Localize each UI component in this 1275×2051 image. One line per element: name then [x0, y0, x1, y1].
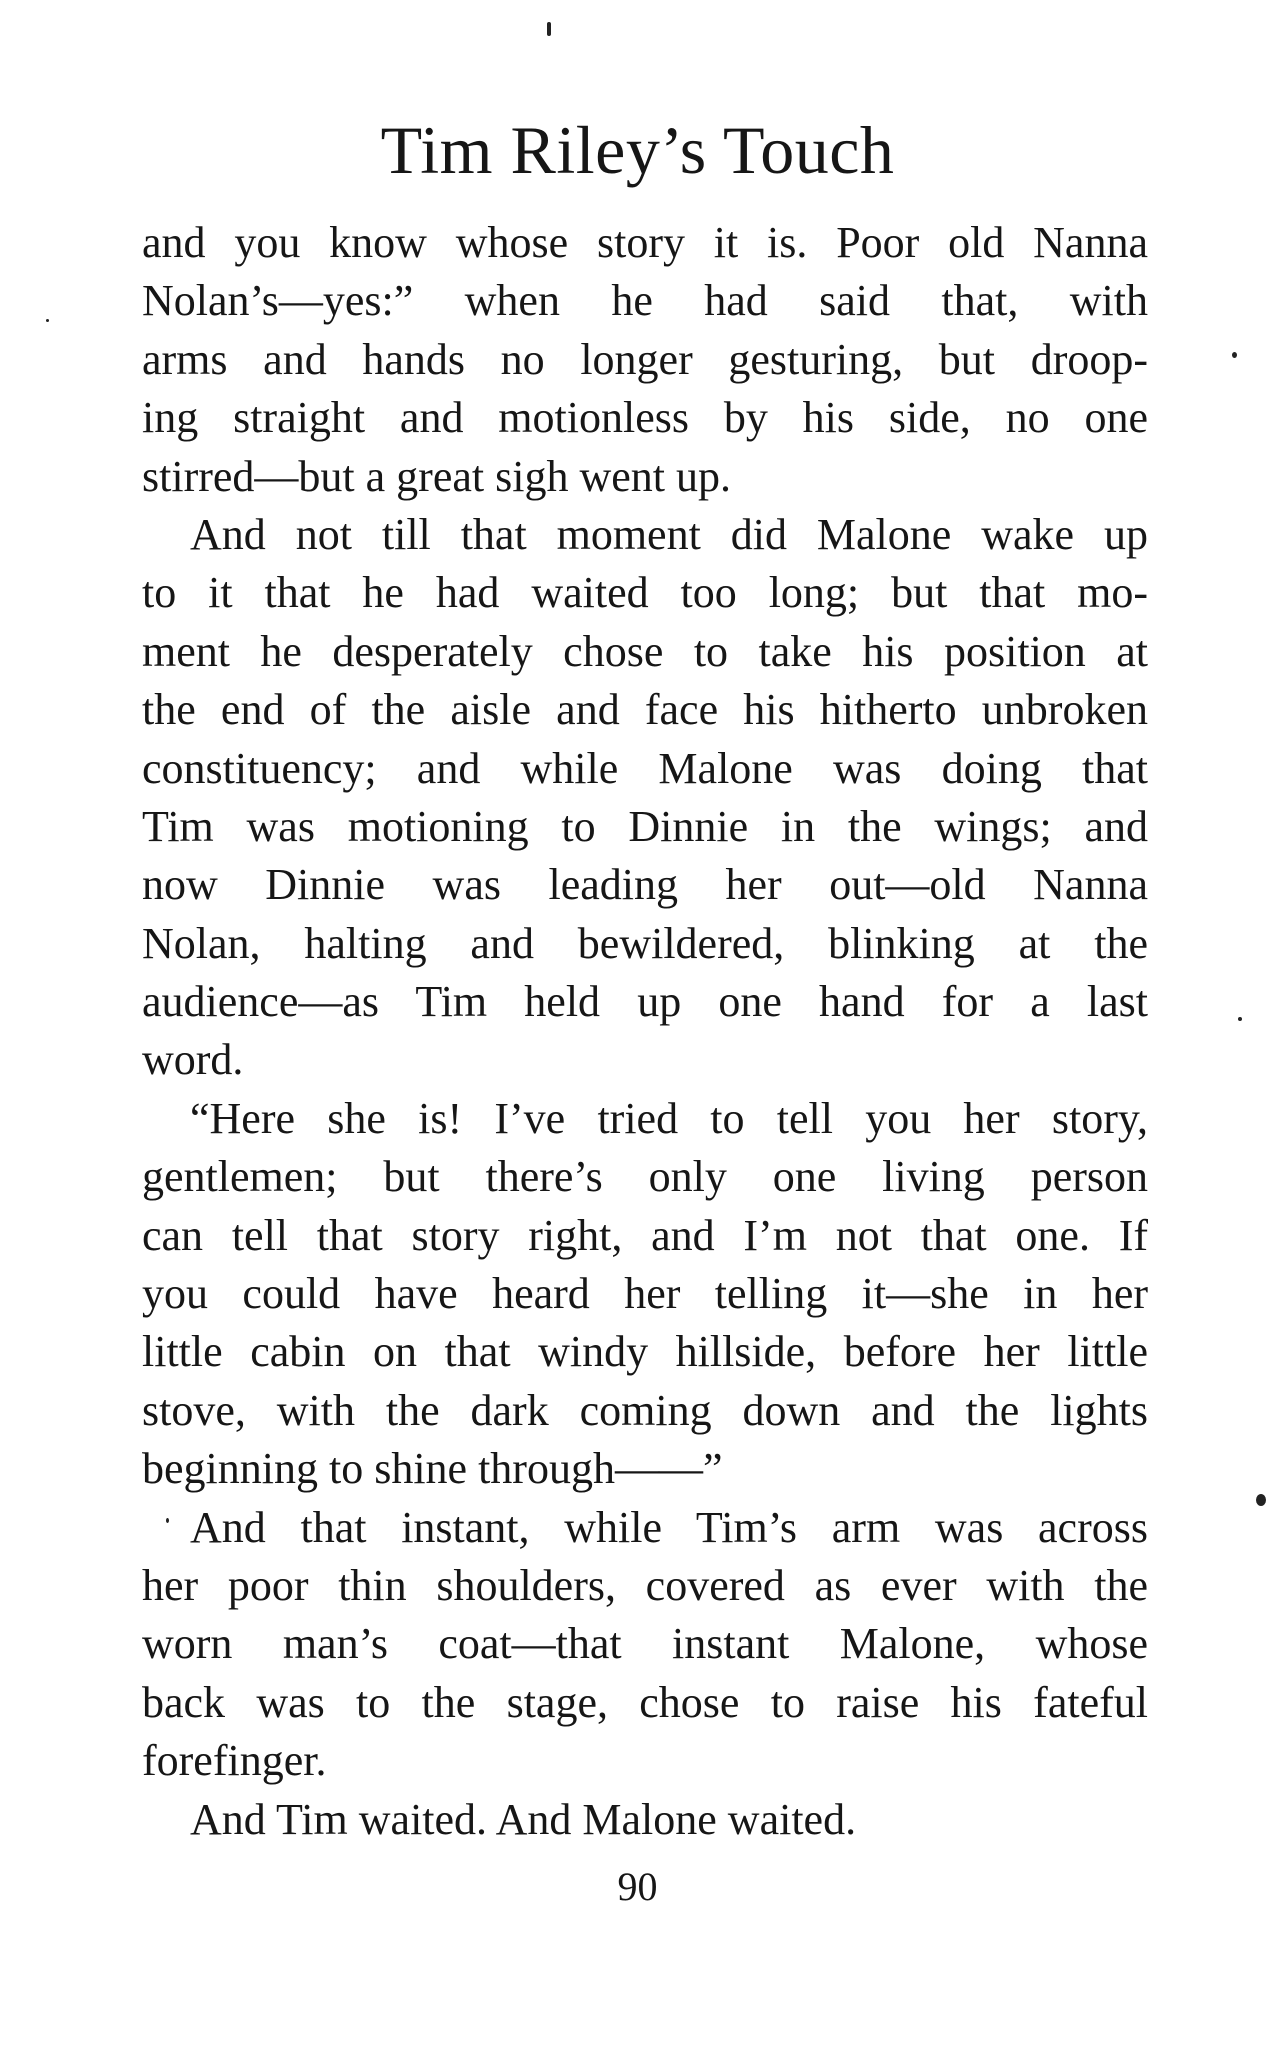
print-speck: [1238, 1017, 1242, 1021]
text-line: her poor thin shoulders, covered as ever with the: [142, 1560, 1148, 1610]
text-line: now Dinnie was leading her out—old Nanna: [142, 860, 1148, 910]
text-line: and you know whose story it is. Poor old Nanna: [142, 218, 1148, 267]
text-line: little cabin on that windy hillside, before her little: [142, 1327, 1148, 1377]
text-line: And not till that moment did Malone wake up: [190, 509, 1148, 559]
text-line: forefinger.: [142, 1736, 327, 1786]
text-line: can tell that story right, and I’m not that one. If: [142, 1210, 1148, 1260]
text-line: stove, with the dark coming down and the lights: [142, 1385, 1148, 1435]
print-speck: [1232, 352, 1237, 358]
text-line: “Here she is! I’ve tried to tell you her story,: [190, 1093, 1148, 1143]
running-head: Tim Riley’s Touch: [380, 112, 895, 188]
text-line: gentlemen; but there’s only one living person: [142, 1152, 1148, 1202]
text-line: Nolan, halting and bewildered, blinking at the: [142, 918, 1148, 968]
text-line: the end of the aisle and face his hitherto unbroken: [142, 685, 1148, 735]
text-line: arms and hands no longer gesturing, but droop-: [142, 334, 1148, 384]
page-number: 90: [617, 1864, 658, 1909]
text-line: ing straight and motionless by his side, no one: [142, 393, 1148, 443]
text-line: worn man’s coat—that instant Malone, whose: [142, 1619, 1148, 1669]
text-line: stirred—but a great sigh went up.: [142, 451, 731, 501]
text-line: ment he desperately chose to take his position at: [142, 626, 1148, 676]
text-line: back was to the stage, chose to raise his fateful: [142, 1677, 1148, 1727]
text-line: Nolan’s—yes:” when he had said that, with: [142, 276, 1148, 326]
text-line: And Tim waited. And Malone waited.: [190, 1794, 857, 1844]
text-line: Tim was motioning to Dinnie in the wings; and: [142, 801, 1148, 851]
body-text: [142, 214, 1148, 1849]
text-line: And that instant, while Tim’s arm was across: [190, 1502, 1148, 1552]
text-line: constituency; and while Malone was doing that: [142, 743, 1148, 793]
print-speck: [547, 22, 551, 36]
text-line: beginning to shine through——”: [142, 1444, 723, 1494]
print-speck: [1256, 1494, 1266, 1506]
text-line: audience—as Tim held up one hand for a last: [142, 977, 1148, 1027]
print-speck: [46, 319, 49, 322]
text-line: you could have heard her telling it—she in her: [142, 1269, 1148, 1319]
text-line: word.: [142, 1035, 244, 1085]
print-speck: [166, 1518, 169, 1523]
text-line: to it that he had waited too long; but that mo-: [142, 568, 1148, 618]
